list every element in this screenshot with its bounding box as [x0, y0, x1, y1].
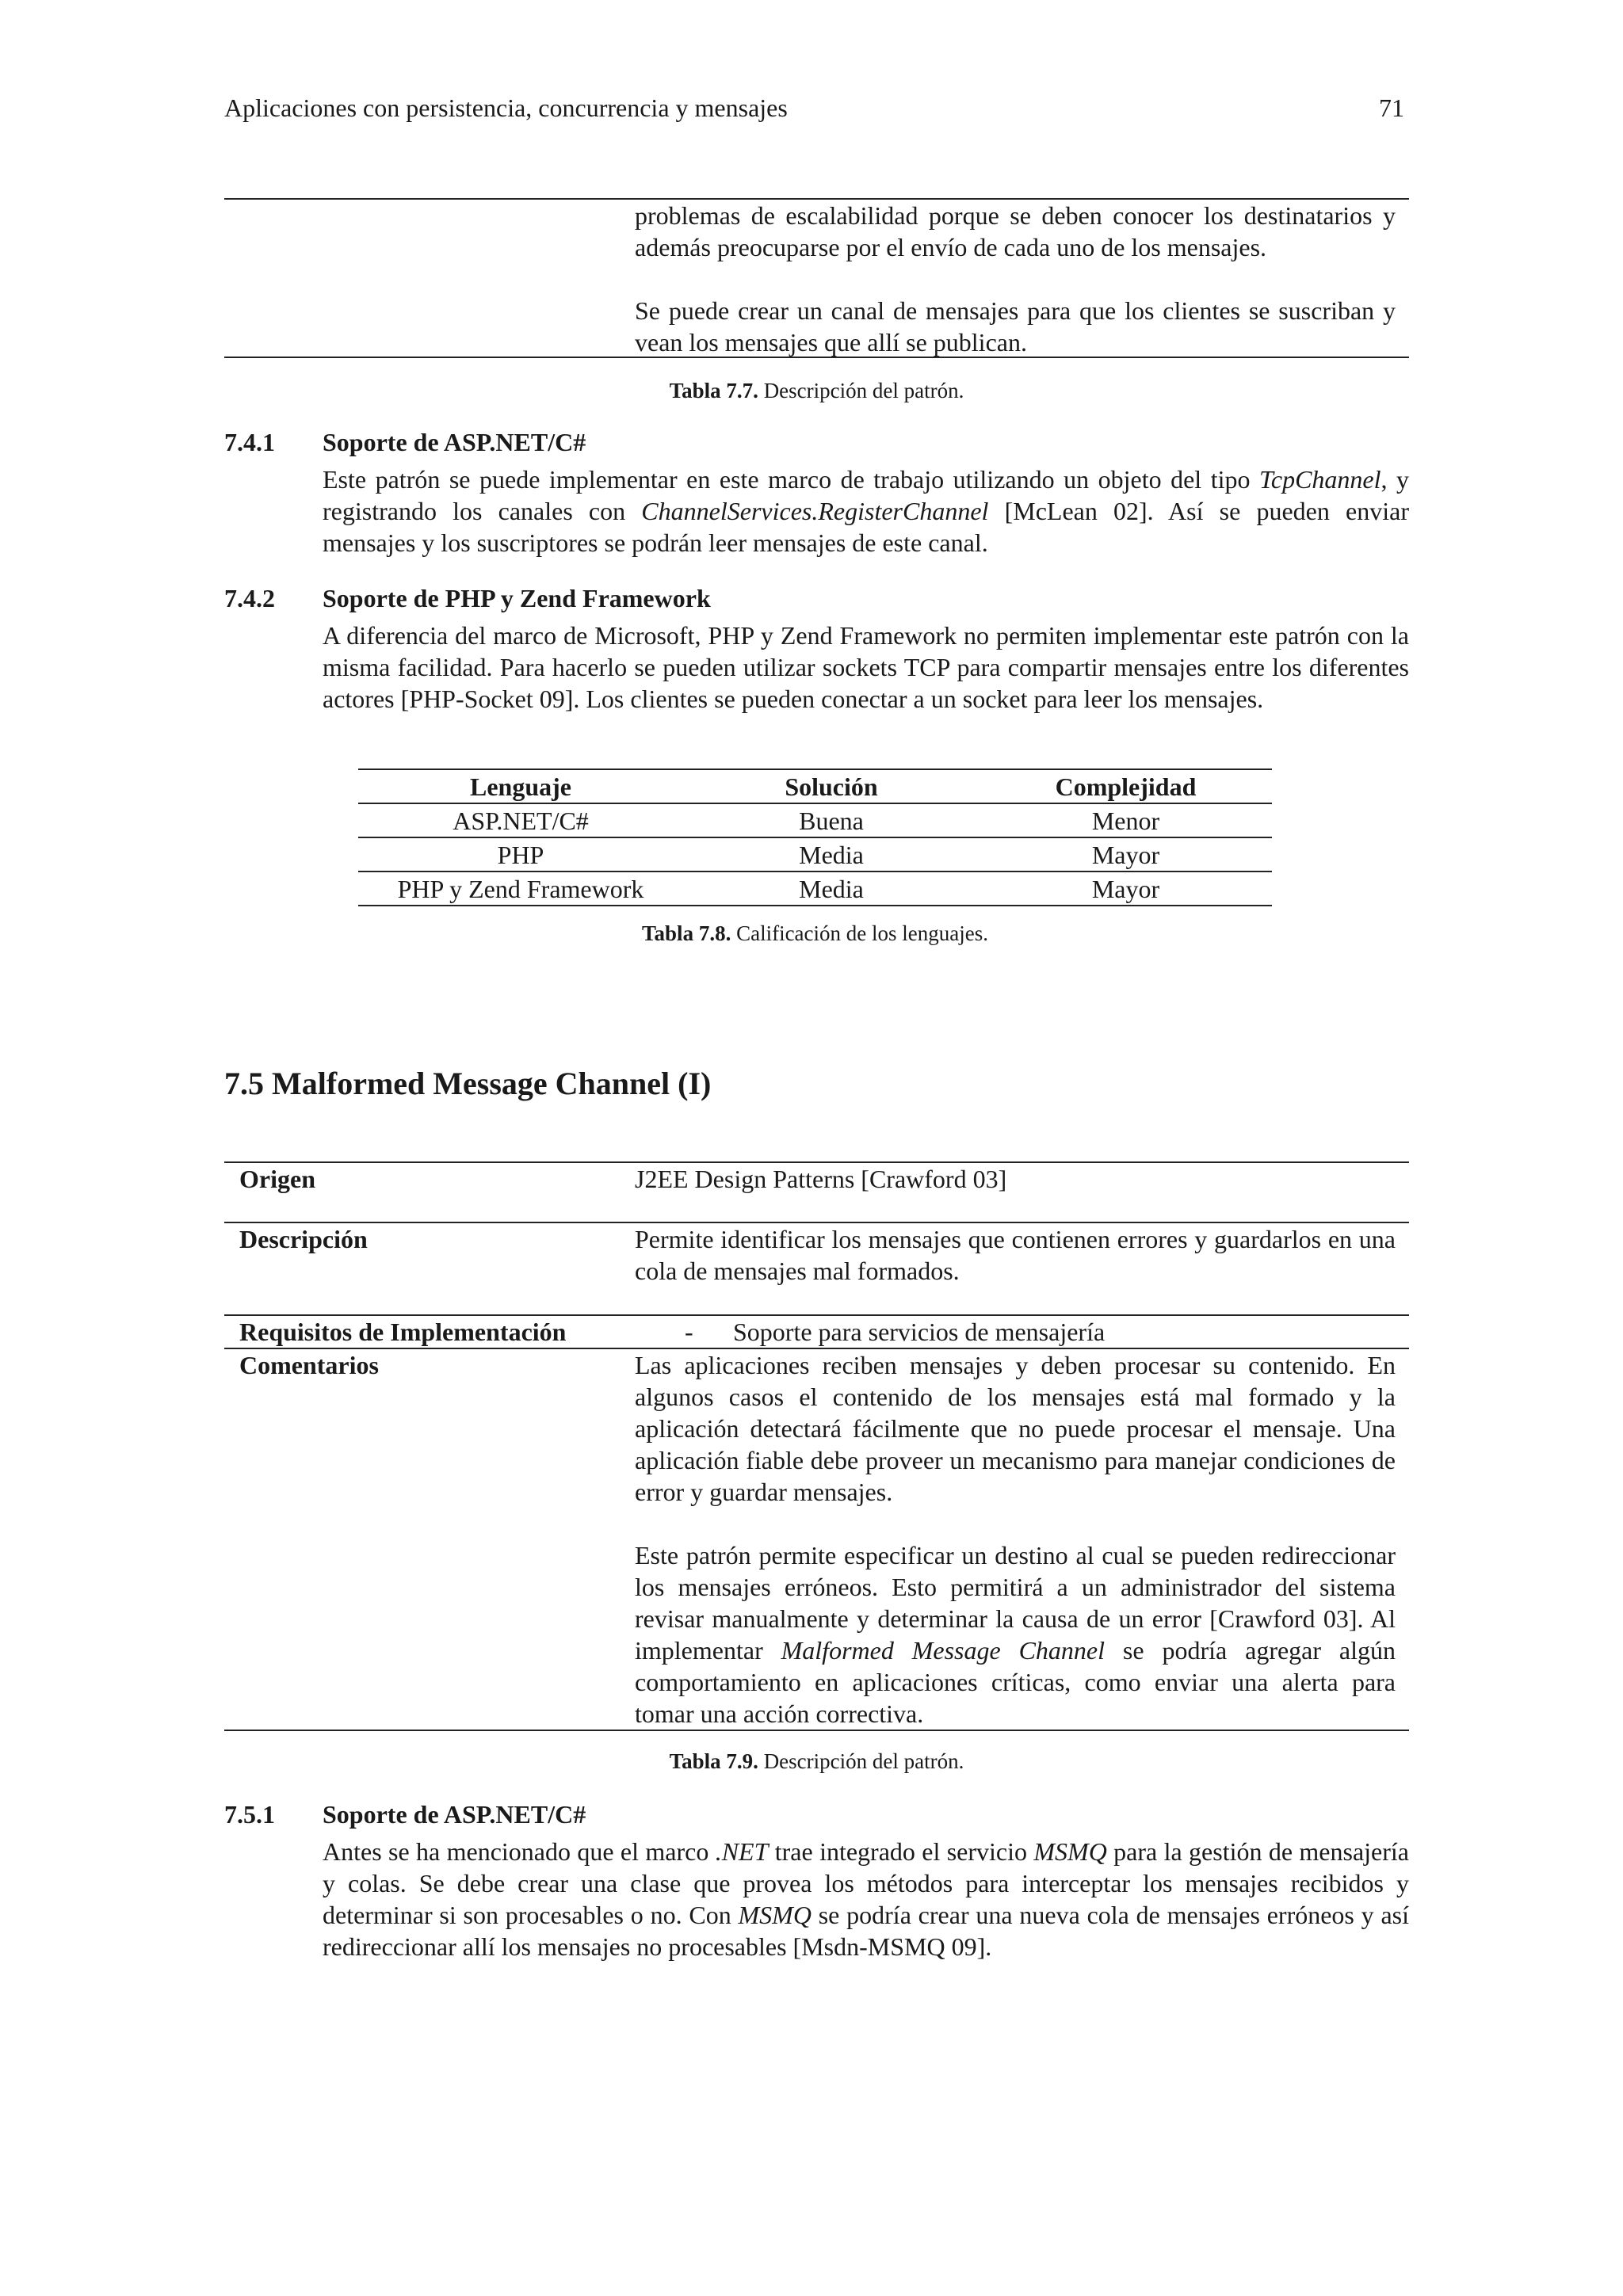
section-number: 7.4.1: [224, 428, 275, 456]
section-body: A diferencia del marco de Microsoft, PHP y Zend Framework no permiten implementar este patrón con la misma facilidad. Para hacerlo se pueden utilizar sockets TCP para compartir mensajes entre los diferentes actores [PHP-Socket 09]. Los clientes se pueden conectar a un socket para leer los mensajes.: [323, 621, 1409, 713]
row-value-requisitos: Soporte para servicios de mensajería: [733, 1318, 1106, 1346]
table-cell: Mayor: [1091, 840, 1160, 869]
table77-para2: Se puede crear un canal de mensajes para que los clientes se suscriban y vean los mensajes que allí se publican.: [635, 296, 1396, 357]
column-header: Complejidad: [1055, 772, 1197, 801]
table-cell: ASP.NET/C#: [453, 806, 589, 835]
table77-caption: [224, 379, 1409, 403]
caption-label: Tabla 7.7.: [669, 379, 758, 402]
page-number: 71: [1379, 93, 1404, 122]
table-cell: PHP: [497, 840, 544, 869]
row-label-requisitos: Requisitos de Implementación: [239, 1318, 567, 1346]
running-title: Aplicaciones con persistencia, concurrencia y mensajes: [224, 93, 788, 122]
table-bottom-rule: [224, 357, 1409, 358]
table77-para1: problemas de escalabilidad porque se deben conocer los destinatarios y además preocuparse por el envío de cada uno de los mensajes.: [635, 201, 1396, 261]
table-cell: Menor: [1091, 806, 1160, 835]
section-title: Soporte de ASP.NET/C#: [323, 428, 586, 456]
table-bottom-rule: [224, 1730, 1409, 1731]
languages-table: [358, 769, 1272, 906]
caption-label: Tabla 7.9.: [669, 1749, 758, 1773]
section-body: Este patrón se puede implementar en este marco de trabajo utilizando un objeto del tipo TcpChannel, y registrando los canales con ChannelServices.RegisterChannel [McLean 02]. Así se pueden enviar mensajes y los suscriptores se podrán leer mensajes de este canal.: [323, 465, 1410, 557]
row-label-origen: Origen: [239, 1165, 315, 1193]
section-number: 7.4.2: [224, 584, 275, 612]
caption-text: Calificación de los lenguajes.: [731, 921, 988, 945]
row-value-comentarios-p1: Las aplicaciones reciben mensajes y deben procesar su contenido. En algunos casos el contenido de los mensajes está mal formado y la aplicación detectará fácilmente que no puede procesar el mensaje. Una aplicación fiable debe proveer un mecanismo para manejar condiciones de error y guardar mensajes.: [635, 1351, 1396, 1506]
table-header-row: [358, 769, 1272, 803]
row-label-descripcion: Descripción: [239, 1225, 368, 1253]
row-value-comentarios-p2: Este patrón permite especificar un destino al cual se pueden redireccionar los mensajes erróneos. Esto permitirá a un administrador del sistema revisar manualmente y determinar la causa de un error [Crawford 03]. Al implementar Malformed Message Channel se podría agregar algún comportamiento en aplicaciones críticas, como enviar una alerta para tomar una acción correctiva.: [635, 1541, 1396, 1728]
column-header: Solución: [785, 772, 878, 801]
caption-label: Tabla 7.8.: [642, 921, 731, 945]
column-header: Lenguaje: [470, 772, 571, 801]
table-cell: Mayor: [1091, 874, 1160, 903]
row-value-origen: J2EE Design Patterns [Crawford 03]: [635, 1165, 1007, 1193]
table-row: [358, 871, 1272, 906]
table-cell: Media: [799, 840, 864, 869]
section-number: 7.5.1: [224, 1800, 275, 1829]
table-cell: Media: [799, 874, 864, 903]
table-row: [358, 803, 1272, 837]
row-label-comentarios: Comentarios: [239, 1351, 379, 1379]
section-title: Soporte de ASP.NET/C#: [323, 1800, 586, 1829]
caption-text: Descripción del patrón.: [758, 1749, 964, 1773]
section-heading: 7.5 Malformed Message Channel (I): [224, 1066, 712, 1101]
table-cell: Buena: [799, 806, 864, 835]
bullet-dash: -: [685, 1318, 693, 1346]
table-cell: PHP y Zend Framework: [397, 874, 644, 903]
table-row: [358, 837, 1272, 871]
table79-caption: [224, 1749, 1409, 1774]
table78-caption: [358, 921, 1272, 946]
section-title: Soporte de PHP y Zend Framework: [323, 584, 711, 612]
row-value-descripcion: Permite identificar los mensajes que contienen errores y guardarlos en una cola de mensajes mal formados.: [635, 1225, 1396, 1285]
caption-text: Descripción del patrón.: [758, 379, 964, 402]
section-body: Antes se ha mencionado que el marco .NET trae integrado el servicio MSMQ para la gestión de mensajería y colas. Se debe crear una clase que provea los métodos para interceptar los mensajes recibidos y determinar si son procesables o no. Con MSMQ se podría crear una nueva cola de mensajes erróneos y así redireccionar allí los mensajes no procesables [Msdn-MSMQ 09].: [323, 1837, 1410, 1961]
